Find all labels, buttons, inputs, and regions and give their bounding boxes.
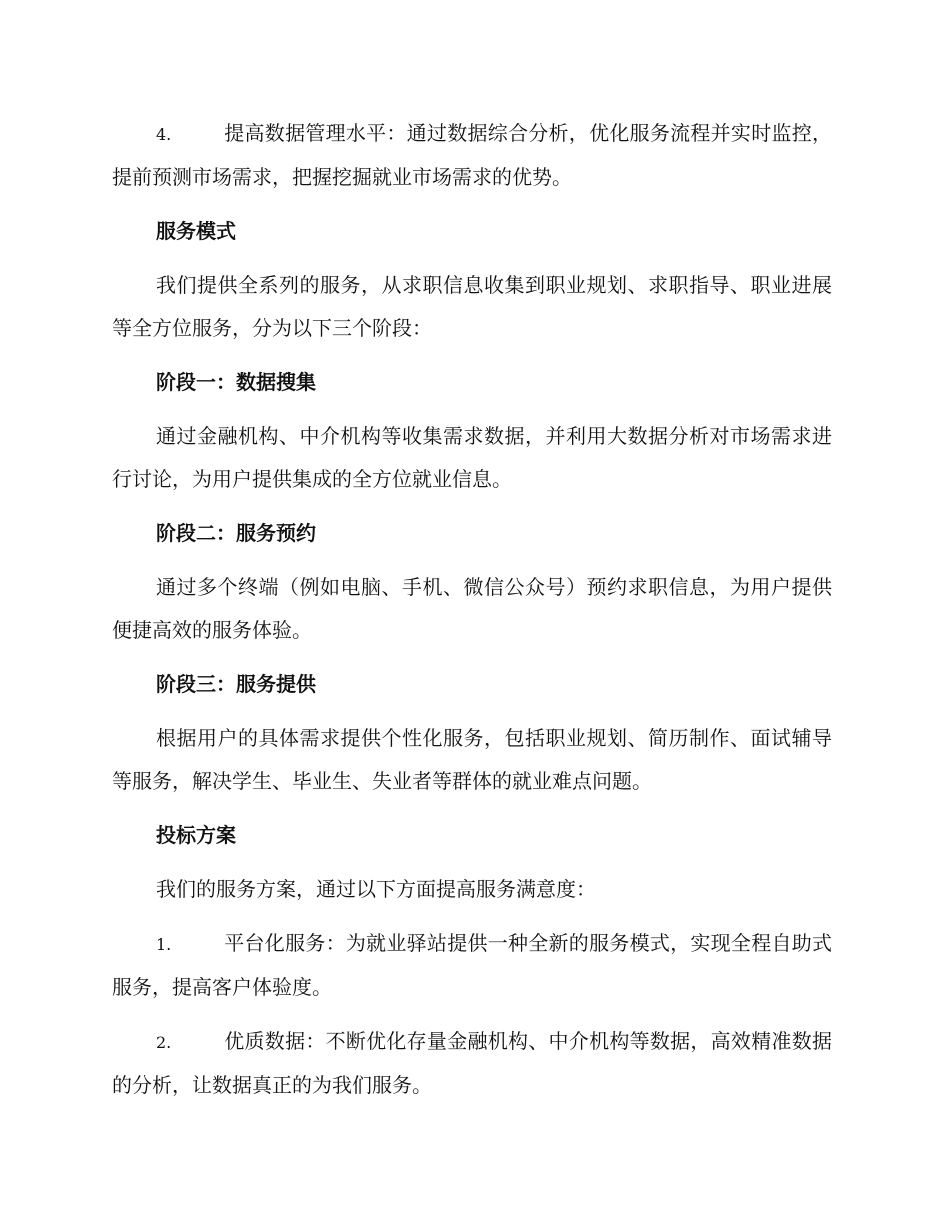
paragraph-bid-intro: 我们的服务方案，通过以下方面提高服务满意度：: [156, 877, 596, 901]
section-heading-stage-3: 阶段三：服务提供: [156, 672, 316, 696]
paragraph-stage-3: 根据用户的具体需求提供个性化服务，包括职业规划、简历制作、面试辅导等服务，解决学生、毕业生、失业者等群体的就业难点问题。: [112, 726, 832, 793]
section-heading-stage-1: 阶段一：数据搜集: [156, 370, 316, 394]
list-number: 2.: [156, 1033, 172, 1052]
list-text: 平台化服务：为就业驿站提供一种全新的服务模式，实现全程自助式服务，提高客户体验度。: [112, 931, 832, 999]
paragraph-stage-1: 通过金融机构、中介机构等收集需求数据，并利用大数据分析对市场需求进行讨论，为用户提供集成的全方位就业信息。: [112, 424, 832, 491]
list-number: 4.: [156, 125, 172, 144]
list-item-4: [112, 112, 832, 199]
list-text: 优质数据：不断优化存量金融机构、中介机构等数据，高效精准数据的分析，让数据真正的为我们服务。: [112, 1029, 832, 1097]
paragraph-stage-2: 通过多个终端（例如电脑、手机、微信公众号）预约求职信息，为用户提供便捷高效的服务体验。: [112, 575, 832, 642]
section-heading-stage-2: 阶段二：服务预约: [156, 521, 316, 545]
list-item-1: [112, 922, 832, 1009]
list-item-2: [112, 1020, 832, 1107]
paragraph-service-intro: 我们提供全系列的服务，从求职信息收集到职业规划、求职指导、职业进展等全方位服务，分为以下三个阶段：: [112, 273, 832, 340]
section-heading-service-mode: 服务模式: [156, 219, 236, 243]
list-text: 提高数据管理水平：通过数据综合分析，优化服务流程并实时监控，提前预测市场需求，把握挖掘就业市场需求的优势。: [112, 121, 832, 189]
list-number: 1.: [156, 935, 172, 954]
section-heading-bid-plan: 投标方案: [156, 823, 236, 847]
